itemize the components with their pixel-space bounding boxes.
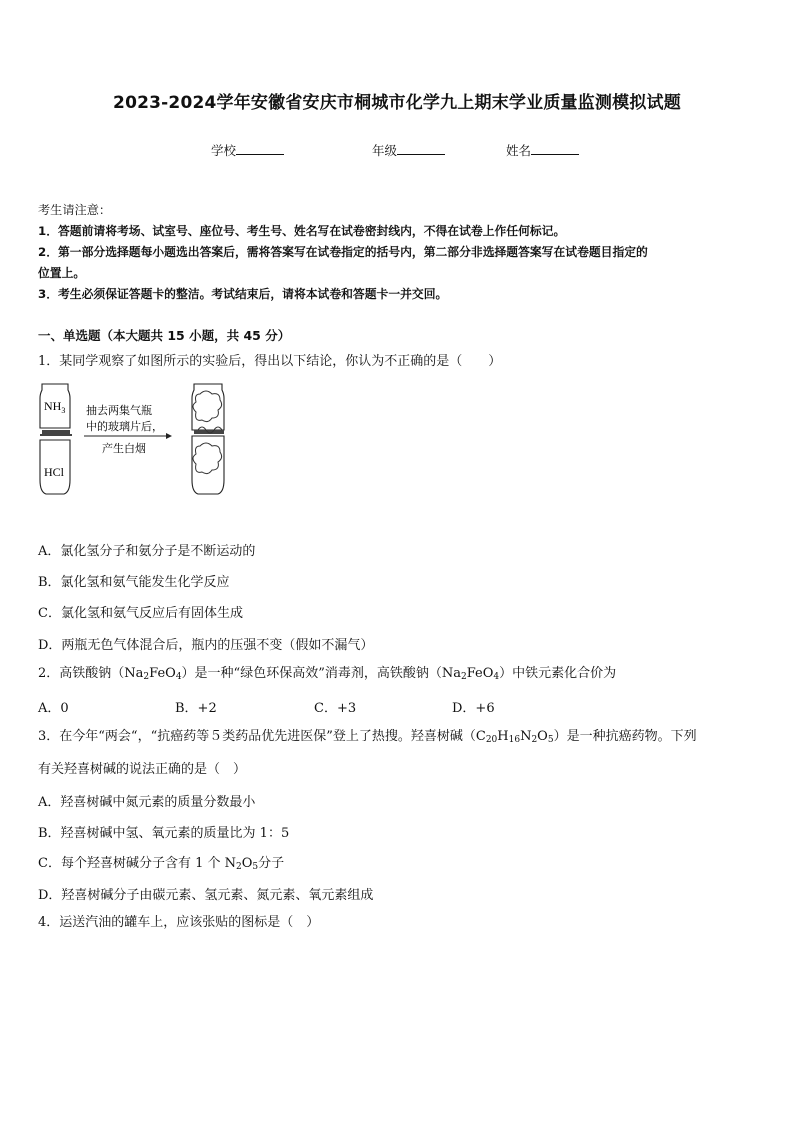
- notice-block: [38, 200, 758, 305]
- q3-option-a[interactable]: A．羟喜树碱中氮元素的质量分数最小: [38, 795, 256, 810]
- name-label: 姓名: [506, 143, 532, 158]
- section-title: 一、单选题（本大题共 15 小题，共 45 分）: [38, 328, 291, 343]
- q1-option-b[interactable]: B．氯化氢和氨气能发生化学反应: [38, 575, 230, 590]
- experiment-diagram: [38, 380, 238, 500]
- hcl-label: HCl: [44, 465, 65, 479]
- question-4-stem: 4．运送汽油的罐车上，应该张贴的图标是（ ）: [38, 915, 320, 930]
- grade-field[interactable]: [372, 141, 445, 159]
- page-title: 2023-2024学年安徽省安庆市桐城市化学九上期末学业质量监测模拟试题: [113, 93, 681, 113]
- grade-blank[interactable]: [397, 142, 445, 155]
- q1-option-a[interactable]: A．氯化氢分子和氨分子是不断运动的: [38, 544, 256, 559]
- q3-line1: 3．在今年“两会“，“抗癌药等５类药品优先进医保”登上了热搜。羟喜树碱$(C_{20}H_{16}N_2O_5)$是一种抗癌药物。下列: [38, 729, 697, 745]
- question-1-stem: 1．某同学观察了如图所示的实验后，得出以下结论，你认为不正确的是（ ）: [38, 354, 502, 369]
- notice-item: 位置上。: [38, 266, 86, 280]
- arrow-caption-line2: 中的玻璃片后，: [86, 421, 163, 433]
- school-field[interactable]: [211, 141, 284, 159]
- school-label: 学校: [211, 143, 237, 158]
- process-arrow: [84, 403, 172, 455]
- q3-option-d[interactable]: D．羟喜树碱分子由碳元素、氢元素、氮元素、氧元素组成: [38, 888, 374, 903]
- grade-label: 年级: [372, 143, 398, 158]
- q1-option-c[interactable]: C．氯化氢和氨气反应后有固体生成: [38, 606, 243, 621]
- q2-option-a[interactable]: A．0: [38, 701, 69, 716]
- notice-item: 3．考生必须保证答题卡的整洁。考试结束后，请将本试卷和答题卡一并交回。: [38, 287, 448, 301]
- name-field[interactable]: [506, 141, 579, 159]
- q3-line2: 有关羟喜树碱的说法正确的是（ ）: [38, 762, 247, 777]
- q1-option-d[interactable]: D．两瓶无色气体混合后，瓶内的压强不变（假如不漏气）: [38, 638, 374, 653]
- notice-item: 1．答题前请将考场、试室号、座位号、考生号、姓名写在试卷密封线内，不得在试卷上作任何标记。: [38, 224, 566, 238]
- q2-option-d[interactable]: D．+6: [452, 701, 495, 716]
- arrow-caption-line1: 抽去两集气瓶: [86, 405, 152, 417]
- q2-option-b[interactable]: B．+2: [175, 701, 217, 716]
- left-jar: [40, 384, 72, 494]
- q2-option-c[interactable]: C．+3: [314, 701, 357, 716]
- right-jar: [192, 384, 224, 494]
- school-blank[interactable]: [236, 142, 284, 155]
- q3-option-b[interactable]: B．羟喜树碱中氢、氧元素的质量比为 1：5: [38, 826, 290, 841]
- white-smoke-top-icon: [193, 391, 222, 422]
- white-smoke-bottom-icon: [193, 443, 222, 474]
- question-2-stem: 2．高铁酸钠$(Na_2FeO_4)$是一种“绿色环保高效”消毒剂，高铁酸钠$(Na_2FeO_4)$中铁元素化合价为: [38, 666, 617, 682]
- question-3-stem: [38, 722, 760, 785]
- name-blank[interactable]: [531, 142, 579, 155]
- notice-item: 2．第一部分选择题每小题选出答案后，需将答案写在试卷指定的括号内，第二部分非选择题答案写在试卷题目指定的: [38, 245, 648, 259]
- nh3-label: $NH_3$: [44, 399, 66, 415]
- arrow-caption-line3: 产生白烟: [102, 443, 146, 455]
- notice-heading: 考生请注意：: [38, 203, 112, 217]
- q3-option-c[interactable]: C．每个羟喜树碱分子含有 1 个 $N_2O_5$分子: [38, 856, 285, 872]
